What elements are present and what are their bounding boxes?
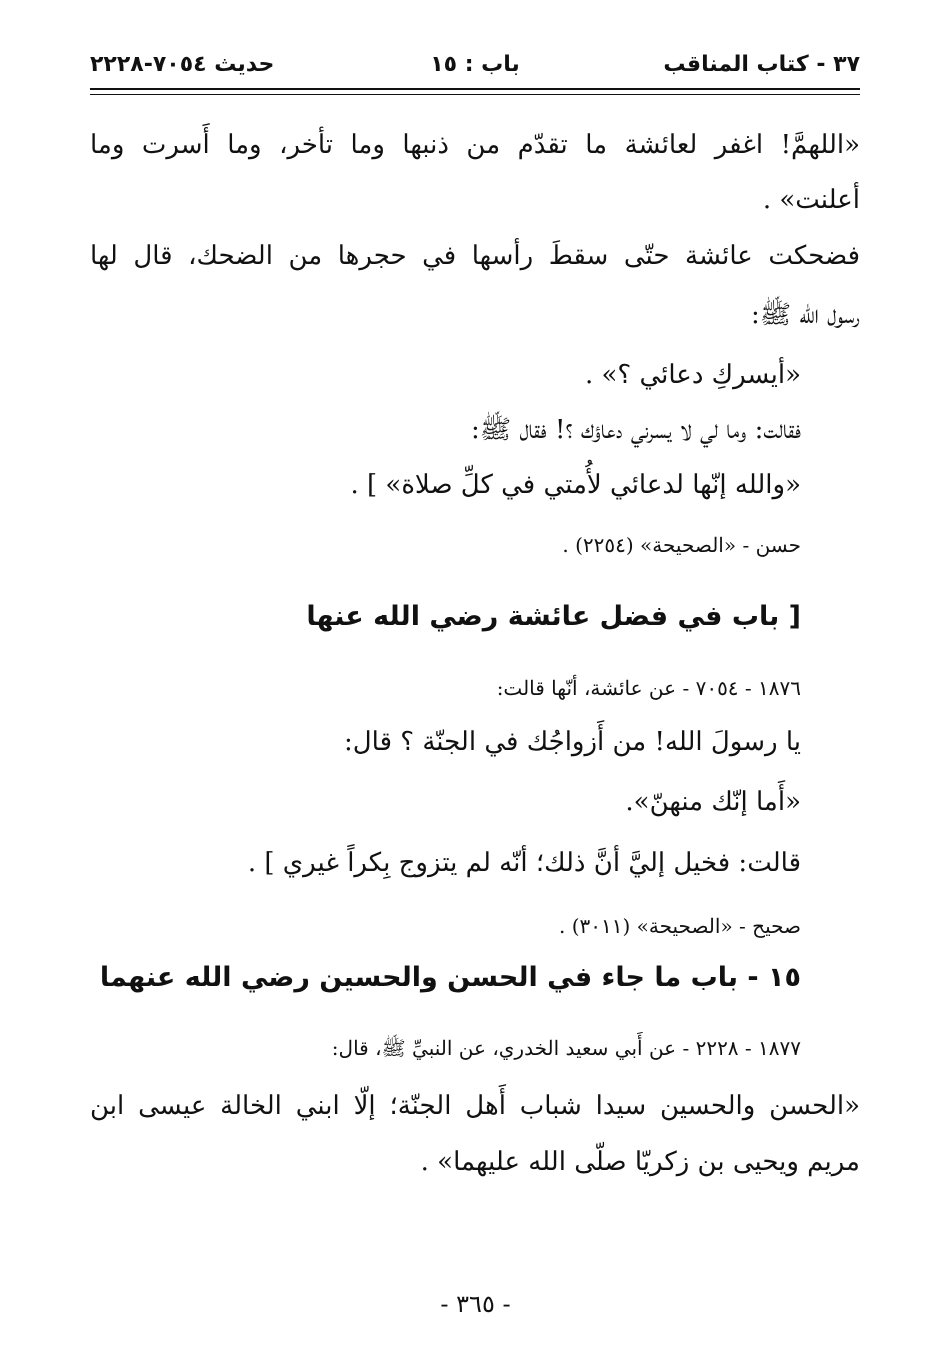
text-line-12: قالت: فخيل إليَّ أنَّ ذلك؛ أنّه لم يتزوج بِكراً غيري ] . [247, 848, 801, 878]
text-line-2: أعلنت» . [762, 185, 860, 215]
text-line-4: رسول الله ﷺ: [750, 300, 860, 330]
hadith-intro-1876: ١٨٧٦ - ٧٠٥٤ - عن عائشة، أنّها قالت: [496, 676, 801, 700]
text-line-6: فقالت: وما لي لا يسرني دعاؤك ؟! فقال ﷺ: [471, 415, 801, 445]
grading-note-1: حسن - «الصحيحة» (٢٢٥٤) . [562, 533, 801, 557]
section-heading-aisha: [ باب في فضل عائشة رضي الله عنها [306, 601, 801, 632]
header-rule-thin [90, 94, 860, 95]
section-number: باب : ١٥ [430, 52, 520, 77]
text-line-5: «أيسركِ دعائي ؟» . [584, 360, 801, 390]
running-header [90, 44, 860, 88]
text-line-11: «أَما إنّك منهنّ». [625, 787, 801, 817]
text-line-7: «والله إنّها لدعائي لأُمتي في كلِّ صلاة» ] . [350, 470, 801, 500]
header-rule-thick [90, 88, 860, 90]
text-line-16: مريم ويحيى بن زكريّا صلّى الله عليهما» . [420, 1147, 860, 1177]
text-line-1: «اللهمَّ! اغفر لعائشة ما تقدّم من ذنبها وما تأخر، وما أَسرت وما [90, 130, 860, 160]
section-heading-hasan-husayn: ١٥ - باب ما جاء في الحسن والحسين رضي الله عنهما [99, 962, 801, 993]
text-line-15: «الحسن والحسين سيدا شباب أَهل الجنّة؛ إلّا ابني الخالة عيسى ابن [90, 1091, 860, 1121]
text-line-10: يا رسولَ الله! من أَزواجُك في الجنّة ؟ قال: [344, 727, 801, 757]
text-line-3: فضحكت عائشة حتّى سقطَ رأسها في حجرها من الضحك، قال لها [90, 241, 860, 271]
hadith-intro-1877: ١٨٧٧ - ٢٢٢٨ - عن أَبي سعيد الخدري، عن النبيِّ ﷺ، قال: [331, 1036, 801, 1060]
grading-note-2: صحيح - «الصحيحة» (٣٠١١) . [558, 914, 801, 938]
page-number: - ٣٦٥ - [440, 1290, 511, 1318]
hadith-range: حديث ٧٠٥٤-٢٢٢٨ [90, 52, 275, 77]
chapter-title: ٣٧ - كتاب المناقب [663, 52, 860, 77]
